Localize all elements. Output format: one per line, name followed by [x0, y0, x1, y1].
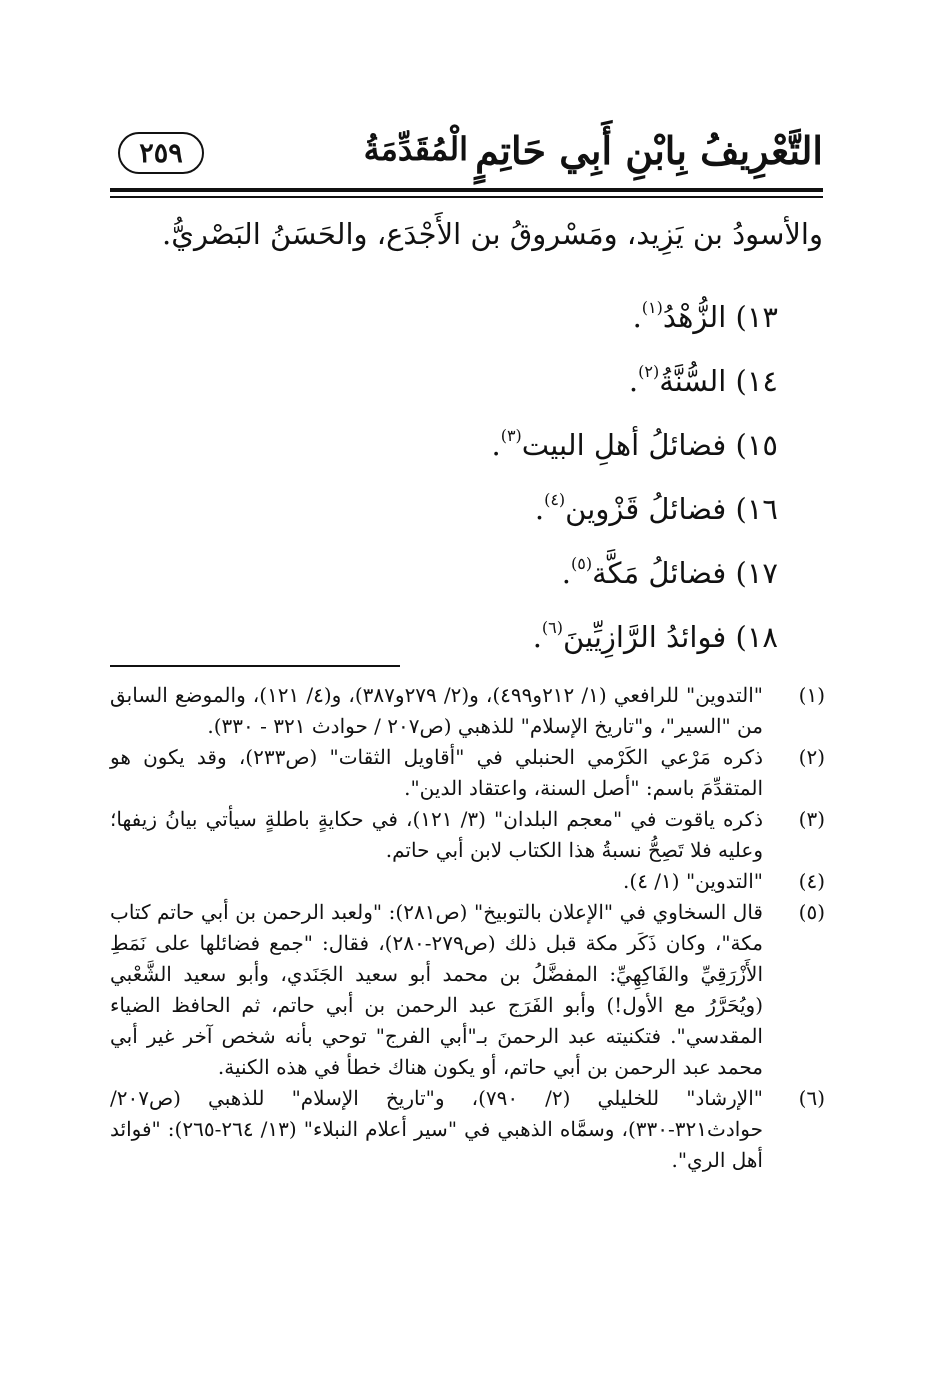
- item-number: ١٤): [735, 364, 778, 398]
- item-end: .: [532, 620, 542, 654]
- footnote-number: (٤): [798, 869, 825, 893]
- footnote-text: "التدوين" للرافعي (١/ ٢١٢و٤٩٩)، و(٢/ ٢٧٩و٣٨٧)، و(٤/ ١٢١)، والموضع السابق من "السير"، و"تاريخ الإسلام" للذهبي (ص٢٠٧ / حوادث ٣٢١ - ٣٣٠).: [110, 683, 764, 738]
- list-item: [491, 468, 778, 532]
- footnote: [110, 680, 825, 742]
- body-text-line: والأسودُ بن يَزِيد، ومَسْروقُ بن الأَجْدَع، والحَسَنُ البَصْريُّ.: [162, 217, 823, 251]
- footnote-ref: (٣): [500, 426, 522, 445]
- item-title: الزُّهْدُ: [662, 300, 727, 334]
- footnote-number: (٢): [798, 745, 825, 769]
- item-end: .: [632, 300, 642, 334]
- footnote-separator: [110, 665, 400, 667]
- footnote-number: (١): [798, 683, 825, 707]
- item-title: السُّنَّةُ: [659, 364, 727, 398]
- item-end: .: [491, 428, 501, 462]
- footnote-ref: (١): [641, 298, 663, 317]
- footnote-text: "الإرشاد" للخليلي (٢/ ٧٩٠)، و"تاريخ الإسلام" للذهبي (ص٢٠٧/ حوادث٣٢١-٣٣٠)، وسمَّاه الذهبي في "سير أعلام النبلاء" (١٣/ ٢٦٤-٢٦٥): "فوائد أهل الري".: [110, 1086, 763, 1172]
- footnotes: [110, 680, 825, 1176]
- item-title: فضائلُ مَكَّة: [592, 556, 727, 590]
- footnote: [110, 1083, 825, 1176]
- item-end: .: [534, 492, 545, 526]
- page-number: ٢٥٩: [118, 132, 204, 174]
- footnote: [110, 804, 825, 866]
- footnote: [110, 742, 825, 804]
- section-title: الْمُقَدِّمَةُ: [363, 130, 468, 168]
- item-end: .: [561, 556, 571, 590]
- list-item: [491, 532, 778, 596]
- header-rule-thin: [110, 196, 823, 198]
- footnote-text: "التدوين" (١/ ٤).: [623, 869, 763, 893]
- footnote-ref: (٢): [638, 362, 660, 381]
- book-title: التَّعْرِيفُ بِابْنِ أَبِي حَاتِمٍ: [475, 128, 823, 173]
- header-rule-thick: [110, 188, 823, 192]
- item-title: فضائلُ أهلِ البيت: [521, 428, 727, 462]
- item-end: .: [628, 364, 639, 398]
- list-item: [491, 276, 778, 340]
- item-number: ١٥): [735, 428, 778, 462]
- item-number: ١٧): [735, 556, 778, 590]
- footnote-number: (٦): [798, 1086, 825, 1110]
- item-number: ١٨): [735, 620, 778, 654]
- footnote-number: (٥): [798, 900, 825, 924]
- item-title: فضائلُ قَزْوين: [565, 492, 727, 526]
- item-title: فوائدُ الرَّازِيِّينَ: [563, 620, 727, 654]
- footnote-ref: (٤): [544, 490, 566, 509]
- works-list: [491, 276, 778, 660]
- footnote: [110, 897, 825, 1083]
- footnote-text: قال السخاوي في "الإعلان بالتوبيخ" (ص٢٨١): "ولعبد الرحمن بن أبي حاتم كتاب مكة"، وكان ذَكَر مكة قبل ذلك (ص٢٧٩-٢٨٠)، فقال: "جمع فضائلها على نَمَطِ الأَزْرَقِيِّ والفَاكِهِيِّ: المفضَّلُ بن محمد أبو سعيد الجَنَدي، وأبو سعيد الشَّعْبي (ويُحَرَّرُ مع الأول!) وأبو الفَرَج عبد الرحمن بن أبي حاتم، ثم الحافظ الضياء المقدسي". فتكنيته عبد الرحمنَ بـ"أبي الفرج" توحي بأنه شخص آخر غير أبي محمد عبد الرحمن بن أبي حاتم، أو يكون هناك خطأ في هذه الكنية.: [110, 900, 763, 1079]
- footnote: [110, 866, 825, 897]
- list-item: [491, 596, 778, 660]
- item-number: ١٦): [735, 492, 778, 526]
- footnote-ref: (٦): [541, 618, 564, 637]
- footnote-ref: (٥): [571, 554, 593, 573]
- item-number: ١٣): [735, 300, 778, 334]
- footnote-text: ذكره مَرْعي الكَرْمي الحنبلي في "أقاويل الثقات" (ص٢٣٣)، وقد يكون هو المتقدِّمَ باسم: "أصل السنة، واعتقاد الدين".: [110, 745, 763, 800]
- footnote-text: ذكره ياقوت في "معجم البلدان" (٣/ ١٢١)، في حكايةٍ باطلةٍ سيأتي بيانُ زيفها؛ وعليه فلا تَصِحُّ نسبةُ هذا الكتاب لابن أبي حاتم.: [110, 807, 763, 862]
- footnote-number: (٣): [798, 807, 825, 831]
- list-item: [491, 340, 778, 404]
- list-item: [491, 404, 778, 468]
- running-header: [110, 118, 823, 190]
